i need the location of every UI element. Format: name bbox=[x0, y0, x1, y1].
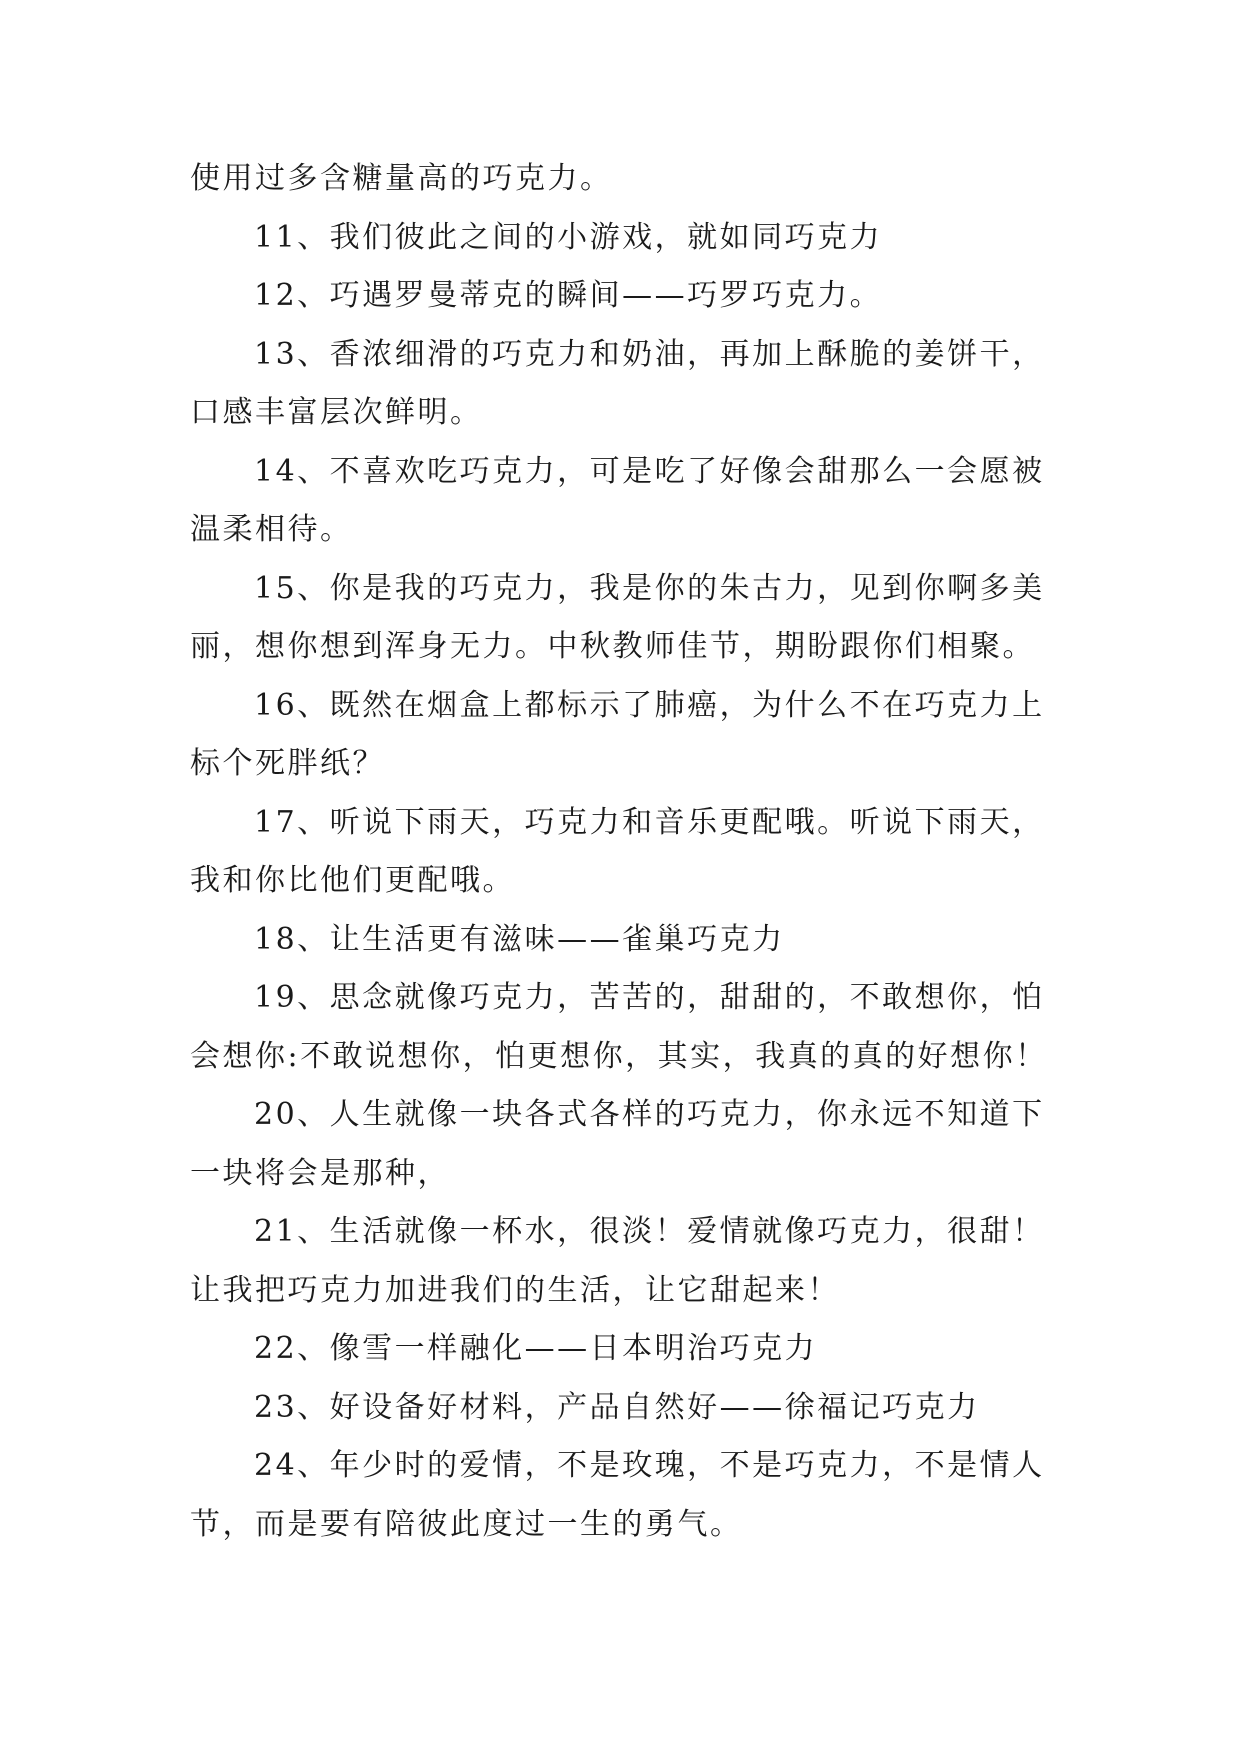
paragraph-item-19: 19、思念就像巧克力，苦苦的，甜甜的，不敢想你，怕会想你:不敢说想你，怕更想你，其实，我真的真的好想你！ bbox=[190, 980, 1048, 1074]
paragraph-item-23: 23、好设备好材料，产品自然好——徐福记巧克力 bbox=[254, 1389, 980, 1425]
paragraph-item-16: 16、既然在烟盒上都标示了肺癌，为什么不在巧克力上标个死胖纸？ bbox=[190, 687, 1045, 781]
paragraph-item-18: 18、让生活更有滋味——雀巢巧克力 bbox=[254, 921, 785, 957]
paragraph-item-17: 17、听说下雨天，巧克力和音乐更配哦。听说下雨天，我和你比他们更配哦。 bbox=[190, 804, 1045, 898]
paragraph-item-22: 22、像雪一样融化——日本明治巧克力 bbox=[254, 1331, 818, 1366]
paragraph-item-14: 14、不喜欢吃巧克力，可是吃了好像会甜那么一会愿被温柔相待。 bbox=[190, 453, 1045, 547]
paragraph-item-24: 24、年少时的爱情，不是玫瑰，不是巧克力，不是情人节，而是要有陪彼此度过一生的勇气。 bbox=[190, 1448, 1045, 1542]
paragraph-item-12: 12、巧遇罗曼蒂克的瞬间——巧罗巧克力。 bbox=[254, 278, 883, 313]
paragraph-continuation: 使用过多含糖量高的巧克力。 bbox=[190, 161, 613, 196]
paragraph-item-20: 20、人生就像一块各式各样的巧克力，你永远不知道下一块将会是那种， bbox=[190, 1097, 1045, 1191]
paragraph-item-13: 13、香浓细滑的巧克力和奶油，再加上酥脆的姜饼干，口感丰富层次鲜明。 bbox=[190, 336, 1045, 430]
paragraph-item-21: 21、生活就像一杯水，很淡！爱情就像巧克力，很甜！让我把巧克力加进我们的生活，让它甜起来！ bbox=[190, 1214, 1045, 1308]
paragraph-item-11: 11、我们彼此之间的小游戏，就如同巧克力 bbox=[254, 219, 883, 255]
paragraph-item-15: 15、你是我的巧克力，我是你的朱古力，见到你啊多美丽，想你想到浑身无力。中秋教师佳节，期盼跟你们相聚。 bbox=[190, 570, 1045, 664]
document-body bbox=[190, 150, 1070, 1554]
